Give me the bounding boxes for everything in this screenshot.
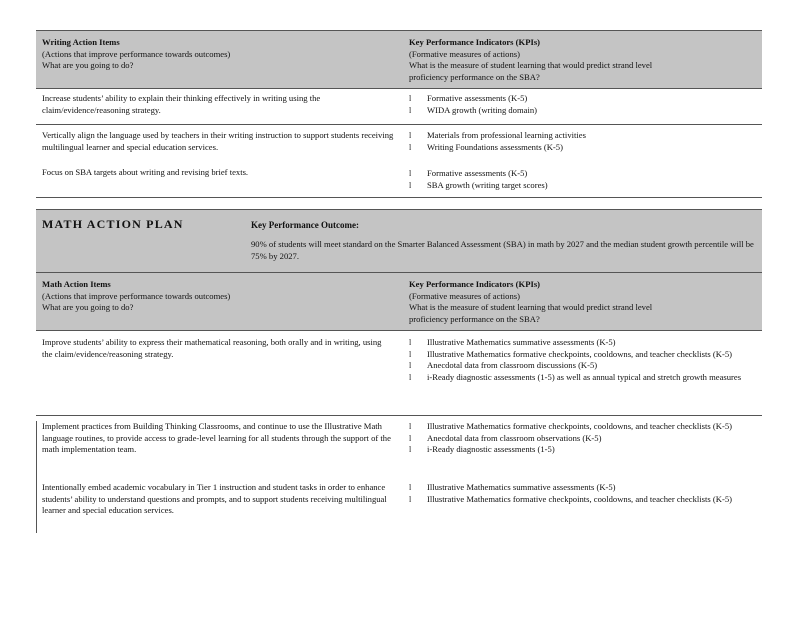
kpi-list xyxy=(409,168,759,191)
kpi-item: l i-Ready diagnostic assessments (1-5) xyxy=(409,444,759,456)
kpi-list xyxy=(409,482,759,505)
kpi-list xyxy=(409,421,759,456)
writing-header-right-line: What is the measure of student learning that would predict strand level xyxy=(409,60,653,71)
action-item-text: Vertically align the language used by teachers in their writing instruction to support students receiving multilingual learner and special education services. xyxy=(42,130,394,152)
math-header-right-line: (Formative measures of actions) xyxy=(409,290,520,301)
kpi-item: l Illustrative Mathematics formative checkpoints, cooldowns, and teacher checklists (K-5) xyxy=(409,349,759,361)
math-header-right xyxy=(409,279,759,325)
writing-header-right-line: proficiency performance on the SBA? xyxy=(409,71,540,82)
kpi-item: l Formative assessments (K-5) xyxy=(409,168,759,180)
row-divider xyxy=(36,124,762,125)
kpi-list-container xyxy=(409,482,759,505)
writing-row xyxy=(36,130,762,196)
kpi-list-container xyxy=(409,337,759,383)
math-row xyxy=(36,337,762,413)
kpi-item: l WIDA growth (writing domain) xyxy=(409,105,759,117)
kpi-item: l Illustrative Mathematics summative assessments (K-5) xyxy=(409,482,759,494)
kpi-item: l Illustrative Mathematics formative checkpoints, cooldowns, and teacher checklists (K-5) xyxy=(409,421,759,433)
math-plan-title: MATH ACTION PLAN xyxy=(42,217,184,231)
kpi-list-container xyxy=(409,421,759,456)
writing-row xyxy=(36,93,762,123)
writing-header-left-title: Writing Action Items xyxy=(42,37,120,47)
writing-header-left xyxy=(42,37,394,72)
row-divider xyxy=(36,197,762,198)
writing-header xyxy=(36,30,762,89)
row-divider xyxy=(36,415,762,416)
math-row xyxy=(36,421,762,533)
writing-header-left-line: (Actions that improve performance towards outcomes) xyxy=(42,48,231,59)
kpi-item: l i-Ready diagnostic assessments (1-5) as well as annual typical and stretch growth measures xyxy=(409,372,759,384)
kpi-item: l Formative assessments (K-5) xyxy=(409,93,759,105)
kpi-item: l Illustrative Mathematics formative checkpoints, cooldowns, and teacher checklists (K-5) xyxy=(409,494,759,506)
kpi-item: l SBA growth (writing target scores) xyxy=(409,180,759,192)
kpi-item: l Anecdotal data from classroom discussions (K-5) xyxy=(409,360,759,372)
kpi-item: l Writing Foundations assessments (K-5) xyxy=(409,142,759,154)
math-header-left-line: What are you going to do? xyxy=(42,302,134,313)
kpi-list-container xyxy=(409,93,759,116)
writing-header-right-title: Key Performance Indicators (KPIs) xyxy=(409,37,541,47)
action-item-text: Implement practices from Building Thinking Classrooms, and continue to use the Illustrative Math language routines, to provide access to grade-level learning for all students through the support of the math implementation team. xyxy=(42,421,391,455)
kpi-item: l Anecdotal data from classroom observations (K-5) xyxy=(409,433,759,445)
action-item-text: Improve students’ ability to express their mathematical reasoning, both orally and in writing, using the claim/evidence/reasoning strategy. xyxy=(42,337,382,359)
kpi-item: l Illustrative Mathematics summative assessments (K-5) xyxy=(409,337,759,349)
math-header-left xyxy=(42,279,394,314)
writing-header-left-line: What are you going to do? xyxy=(42,60,134,71)
action-item-text: Focus on SBA targets about writing and revising brief texts. xyxy=(42,167,249,177)
math-title-bar xyxy=(36,209,762,273)
kpi-list xyxy=(409,93,759,116)
action-item-text: Increase students’ ability to explain their thinking effectively in writing using the claim/evidence/reasoning strategy. xyxy=(42,93,321,115)
kpi-list-container xyxy=(409,168,759,191)
action-item-text: Intentionally embed academic vocabulary in Tier 1 instruction and student tasks in order to enhance students’ ability to understand questions and prompts, and to support students receiving multilingual learner and special education services. xyxy=(42,482,387,516)
left-border xyxy=(36,421,37,533)
math-header-right-title: Key Performance Indicators (KPIs) xyxy=(409,279,541,289)
writing-header-right xyxy=(409,37,759,83)
math-header-right-line: What is the measure of student learning that would predict strand level xyxy=(409,302,653,313)
kpi-item: l Materials from professional learning activities xyxy=(409,130,759,142)
math-header xyxy=(36,273,762,331)
math-header-left-title: Math Action Items xyxy=(42,279,111,289)
kpi-list-container xyxy=(409,130,759,153)
writing-header-right-line: (Formative measures of actions) xyxy=(409,48,520,59)
key-performance-outcome-label: Key Performance Outcome: xyxy=(251,220,359,230)
kpi-list xyxy=(409,337,759,383)
kpi-list xyxy=(409,130,759,153)
math-header-right-line: proficiency performance on the SBA? xyxy=(409,313,540,324)
key-performance-outcome-text: 90% of students will meet standard on the Smarter Balanced Assessment (SBA) in math by 2027 and the median student growth percentile will be 75% by 2027. xyxy=(251,239,754,261)
math-header-left-line: (Actions that improve performance towards outcomes) xyxy=(42,290,231,301)
